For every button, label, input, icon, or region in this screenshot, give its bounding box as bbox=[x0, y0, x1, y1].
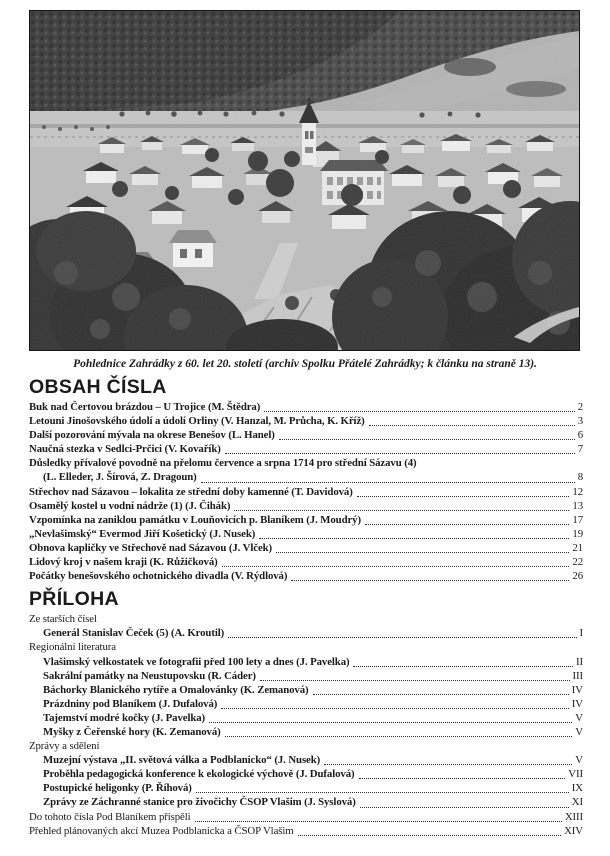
toc-section-label bbox=[29, 612, 583, 626]
toc-page-number: 7 bbox=[577, 443, 583, 456]
toc-entry-title: Prázdniny pod Blaníkem (J. Dufalová) bbox=[43, 697, 218, 710]
dot-leader bbox=[221, 708, 569, 709]
toc-page-number: 12 bbox=[572, 485, 583, 498]
dot-leader bbox=[209, 722, 572, 723]
toc-page-number: VII bbox=[568, 768, 583, 781]
toc-entry-title: Letouni Jinošovského údolí a údolí Orliny (V. Hanzal, M. Průcha, K. Kříž) bbox=[29, 415, 365, 428]
toc-entry bbox=[29, 414, 583, 428]
toc-entry bbox=[29, 669, 583, 683]
toc-entry bbox=[29, 810, 583, 824]
toc-entry-title: Tajemství modré kočky (J. Pavelka) bbox=[43, 711, 206, 724]
toc-entry-title: Myšky z Čeřenské hory (K. Zemanová) bbox=[43, 725, 221, 738]
toc-entry-title: Postupické heligonky (P. Říhová) bbox=[43, 782, 192, 795]
toc-entry bbox=[29, 555, 583, 569]
postcard-photo bbox=[30, 11, 579, 350]
dot-leader bbox=[222, 566, 570, 567]
toc-entry-title: Přehled plánovaných akcí Muzea Podblanicka a ČSOP Vlašim bbox=[29, 824, 294, 837]
toc-entry bbox=[29, 795, 583, 809]
toc-entry bbox=[29, 428, 583, 442]
toc-entry-title: Důsledky přívalové povodně na přelomu července a srpna 1714 pro střední Sázavu (4) bbox=[29, 457, 417, 470]
dot-leader bbox=[264, 411, 574, 412]
dot-leader bbox=[324, 764, 572, 765]
dot-leader bbox=[298, 835, 562, 836]
dot-leader bbox=[225, 736, 573, 737]
toc-entry bbox=[29, 725, 583, 739]
toc-entry-title: Střechov nad Sázavou – lokalita ze střední doby kamenné (T. Davidová) bbox=[29, 485, 353, 498]
toc-entry bbox=[29, 711, 583, 725]
toc-entry bbox=[29, 697, 583, 711]
appendix-list bbox=[29, 612, 583, 838]
toc-page-number: 2 bbox=[577, 401, 583, 413]
table-of-contents bbox=[29, 377, 583, 838]
toc-page-number: II bbox=[576, 655, 583, 668]
toc-entry-title: Obnova kapličky ve Střechově nad Sázavou (J. Vlček) bbox=[29, 541, 273, 554]
toc-entry bbox=[29, 767, 583, 781]
dot-leader bbox=[225, 453, 575, 454]
dot-leader bbox=[196, 792, 569, 793]
dot-leader bbox=[359, 778, 566, 779]
toc-page-number: V bbox=[575, 725, 583, 738]
dot-leader bbox=[369, 425, 575, 426]
toc-entry-title: (L. Elleder, J. Šírová, Z. Dragoun) bbox=[43, 471, 197, 484]
toc-page-number: XIV bbox=[564, 824, 583, 837]
dot-leader bbox=[234, 510, 569, 511]
toc-entry-title: Sakrální památky na Neustupovsku (R. Cáder) bbox=[43, 669, 256, 682]
toc-entry bbox=[29, 485, 583, 499]
toc-entry bbox=[29, 683, 583, 697]
toc-entry-title: Generál Stanislav Čeček (5) (A. Kroutil) bbox=[43, 627, 225, 640]
toc-entry bbox=[29, 753, 583, 767]
dot-leader bbox=[195, 821, 562, 822]
toc-entry bbox=[29, 655, 583, 669]
dot-leader bbox=[260, 680, 570, 681]
toc-entry-title: Vzpomínka na zaniklou památku v Louňovicích p. Blaníkem (J. Moudrý) bbox=[29, 513, 361, 526]
toc-entry-title: Do tohoto čísla Pod Blaníkem přispěli bbox=[29, 810, 191, 823]
toc-entry bbox=[29, 470, 583, 484]
toc-page-number: V bbox=[575, 711, 583, 724]
photo-caption: Pohlednice Zahrádky z 60. let 20. století (archiv Spolku Přátelé Zahrádky; k článku na straně 13). bbox=[73, 358, 537, 370]
toc-entry-title: Osamělý kostel u vodní nádrže (1) (J. Čihák) bbox=[29, 499, 231, 512]
toc-entry-title: „Nevlašimský“ Evermod Jiří Košetický (J. Nusek) bbox=[29, 527, 256, 540]
toc-entry-title: Lidový kroj v našem kraji (K. Růžičková) bbox=[29, 556, 218, 569]
dot-leader bbox=[353, 666, 573, 667]
dot-leader bbox=[276, 552, 569, 553]
toc-page-number: 19 bbox=[572, 527, 583, 540]
contents-list bbox=[29, 400, 583, 583]
dot-leader bbox=[313, 694, 569, 695]
toc-page-number: 6 bbox=[577, 429, 583, 442]
toc-entry bbox=[29, 456, 583, 470]
dot-leader bbox=[228, 637, 576, 638]
appendix-heading: PŘÍLOHA bbox=[29, 588, 119, 611]
toc-entry-title: Vlašimský velkostatek ve fotografii před 100 lety a dnes (J. Pavelka) bbox=[43, 655, 350, 668]
toc-entry bbox=[29, 824, 583, 838]
toc-page-number: 3 bbox=[577, 415, 583, 428]
toc-entry bbox=[29, 513, 583, 527]
toc-page-number: IX bbox=[571, 782, 583, 795]
dot-leader bbox=[291, 580, 569, 581]
toc-entry-title: Báchorky Blanického rytíře a Omalovánky (K. Zemanová) bbox=[43, 683, 309, 696]
toc-page-number: I bbox=[579, 627, 583, 640]
toc-page-number: IV bbox=[571, 697, 583, 710]
toc-entry bbox=[29, 781, 583, 795]
toc-entry bbox=[29, 527, 583, 541]
dot-leader bbox=[357, 496, 570, 497]
toc-entry-title: Proběhla pedagogická konference k ekologické výchově (J. Dufalová) bbox=[43, 768, 355, 781]
toc-entry-title: Další pozorování mývala na okrese Benešov (L. Hanel) bbox=[29, 429, 275, 442]
dot-leader bbox=[201, 482, 575, 483]
toc-page-number: 8 bbox=[577, 471, 583, 484]
toc-entry bbox=[29, 569, 583, 583]
toc-page-number: IV bbox=[571, 683, 583, 696]
toc-entry bbox=[29, 541, 583, 555]
dot-leader bbox=[279, 439, 575, 440]
toc-page-number: 17 bbox=[572, 513, 583, 526]
toc-entry-title: Buk nad Čertovou brázdou – U Trojice (M. Štědra) bbox=[29, 401, 261, 413]
toc-entry bbox=[29, 442, 583, 456]
toc-entry-title: Ze starších čísel bbox=[29, 613, 97, 626]
toc-entry-title: Zprávy a sdělení bbox=[29, 740, 100, 753]
dot-leader bbox=[365, 524, 569, 525]
toc-page-number: XI bbox=[571, 796, 583, 809]
toc-page-number: 22 bbox=[572, 556, 583, 569]
toc-entry bbox=[29, 626, 583, 640]
toc-section-label bbox=[29, 640, 583, 654]
photo-frame bbox=[29, 10, 580, 351]
contents-heading: OBSAH ČÍSLA bbox=[29, 376, 167, 398]
toc-entry-title: Počátky benešovského ochotnického divadla (V. Rýdlová) bbox=[29, 570, 288, 583]
toc-entry-title: Muzejní výstava „II. světová válka a Podblanicko“ (J. Nusek) bbox=[43, 754, 321, 767]
toc-page-number: V bbox=[575, 754, 583, 767]
toc-page-number: 13 bbox=[572, 499, 583, 512]
toc-entry-title: Naučná stezka v Sedlci-Prčici (V. Kovařík) bbox=[29, 443, 221, 456]
toc-section-label bbox=[29, 739, 583, 753]
toc-page-number: 26 bbox=[572, 570, 583, 583]
dot-leader bbox=[259, 538, 569, 539]
toc-page-number: XIII bbox=[564, 810, 583, 823]
toc-page-number: 21 bbox=[572, 541, 583, 554]
toc-entry-title: Regionální literatura bbox=[29, 641, 116, 654]
toc-entry bbox=[29, 499, 583, 513]
toc-page-number: III bbox=[572, 669, 583, 682]
dot-leader bbox=[360, 807, 569, 808]
toc-entry-title: Zprávy ze Záchranné stanice pro živočichy ČSOP Vlašim (J. Syslová) bbox=[43, 796, 356, 809]
toc-entry bbox=[29, 400, 583, 414]
